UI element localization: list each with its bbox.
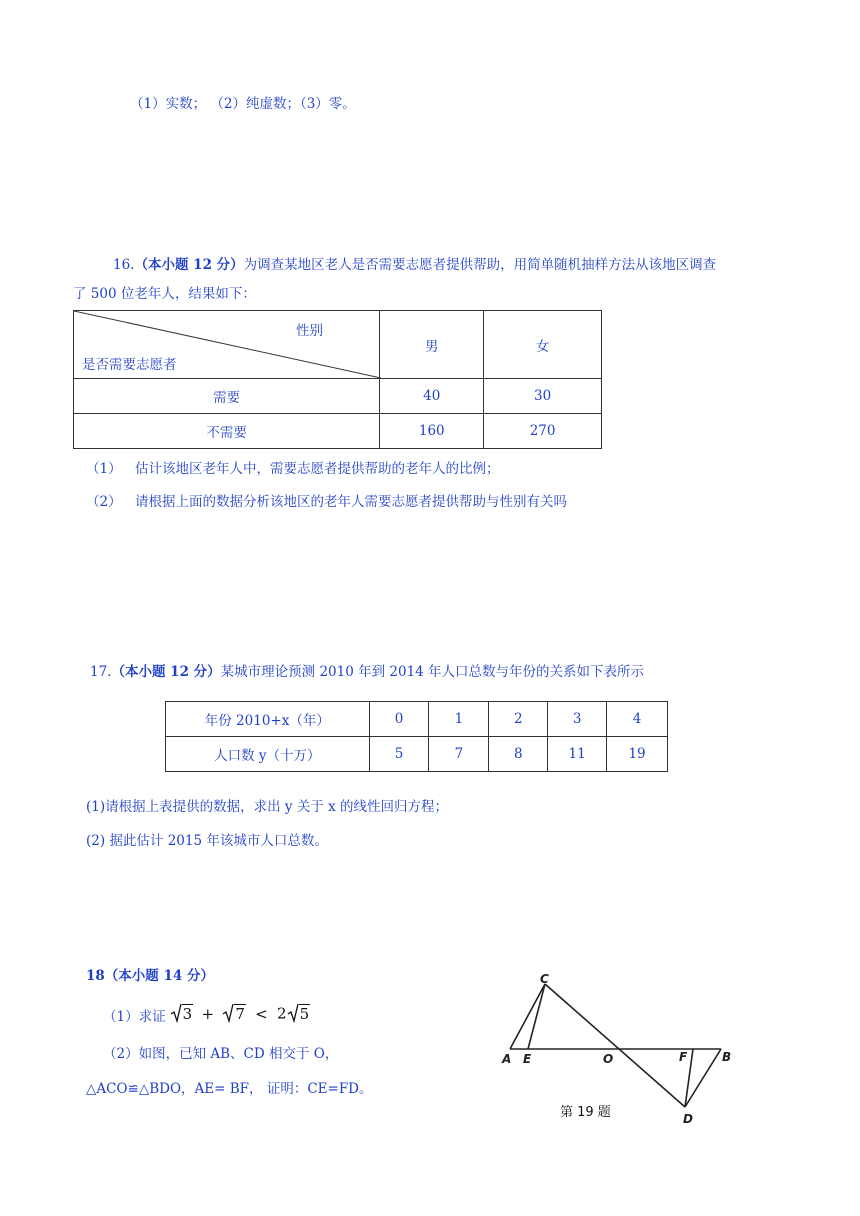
q16-points: （本小题 12 分） [134, 257, 244, 273]
cell-need-male: 40 [380, 379, 484, 414]
population-cell-1: 7 [429, 737, 489, 772]
label-B: B [722, 1050, 732, 1064]
radicand-2: 7 [235, 1004, 245, 1023]
row-label-no-need: 不需要 [74, 414, 380, 449]
col-header-male: 男 [380, 311, 484, 379]
row-label-need: 需要 [74, 379, 380, 414]
label-A: A [502, 1052, 512, 1066]
population-cell-3: 11 [548, 737, 607, 772]
q18-sub2-line1: （2）如图，已知 AB、CD 相交于 O， [103, 1046, 339, 1062]
q17-points: （本小题 12 分） [111, 664, 221, 680]
sqrt-icon [170, 1003, 182, 1027]
q16-intro-line2: 了 500 位老年人，结果如下： [73, 286, 256, 302]
q16-number: 16. [113, 257, 135, 273]
col-header-female: 女 [484, 311, 602, 379]
q18-sub1-prefix: （1）求证 [103, 1009, 166, 1025]
q16-sub1-text: 估计该地区老年人中，需要志愿者提供帮助的老年人的比例； [135, 461, 500, 477]
q18-heading: 18（本小题 14 分） [86, 968, 214, 984]
population-cell-4: 19 [607, 737, 668, 772]
population-cell-2: 8 [489, 737, 548, 772]
year-cell-3: 3 [548, 702, 607, 737]
label-D: D [683, 1112, 693, 1126]
year-cell-2: 2 [489, 702, 548, 737]
q18-sub2-line2: △ACO≌△BDO，AE= BF， 证明：CE=FD。 [86, 1081, 373, 1097]
cell-no-need-female: 270 [484, 414, 602, 449]
row-label-population: 人口数 y（十万） [166, 737, 370, 772]
q16-table [73, 310, 602, 449]
q17-number: 17. [90, 664, 112, 680]
table-corner-cell [74, 311, 380, 379]
sqrt-icon [222, 1003, 234, 1027]
q17-sub1: (1)请根据上表提供的数据，求出 y 关于 x 的线性回归方程； [86, 799, 449, 815]
corner-label-bottom: 是否需要志愿者 [82, 357, 177, 373]
row-label-year: 年份 2010+x（年） [166, 702, 370, 737]
q16-intro-line1 [113, 253, 716, 273]
radicand-3: 5 [299, 1004, 310, 1023]
q16-sub2-number: （2） [86, 494, 122, 510]
q18-sub1 [103, 1003, 310, 1027]
geometry-figure [495, 970, 740, 1130]
q17-intro: 某城市理论预测 2010 年到 2014 年人口总数与年份的关系如下表所示 [220, 664, 645, 680]
q17-sub2: (2) 据此估计 2015 年该城市人口总数。 [86, 833, 328, 849]
year-cell-0: 0 [369, 702, 429, 737]
cell-need-female: 30 [484, 379, 602, 414]
radicand-1: 3 [182, 1004, 193, 1023]
year-cell-1: 1 [429, 702, 489, 737]
year-cell-4: 4 [607, 702, 668, 737]
label-F: F [679, 1050, 688, 1064]
plus-sign: + [201, 1004, 215, 1023]
less-than-sign: < [255, 1004, 268, 1023]
previous-question-subparts: （1）实数； （2）纯虚数；（3）零。 [130, 96, 356, 112]
coefficient: 2 [277, 1004, 287, 1023]
label-C: C [540, 972, 549, 986]
q17-intro-line [90, 660, 644, 680]
corner-label-top: 性别 [296, 323, 323, 339]
q16-sub1-number: （1） [86, 461, 122, 477]
q16-sub2-text: 请根据上面的数据分析该地区的老年人需要志愿者提供帮助与性别有关吗 [135, 494, 567, 510]
figure-caption: 第 19 题 [560, 1105, 611, 1120]
cell-no-need-male: 160 [380, 414, 484, 449]
sqrt-icon [287, 1003, 299, 1027]
inequality-expression [170, 1003, 311, 1027]
label-O: O [603, 1052, 614, 1066]
q16-intro: 为调查某地区老人是否需要志愿者提供帮助，用简单随机抽样方法从该地区调查 [243, 257, 717, 273]
q17-table [165, 701, 668, 772]
population-cell-0: 5 [369, 737, 429, 772]
label-E: E [523, 1052, 532, 1066]
